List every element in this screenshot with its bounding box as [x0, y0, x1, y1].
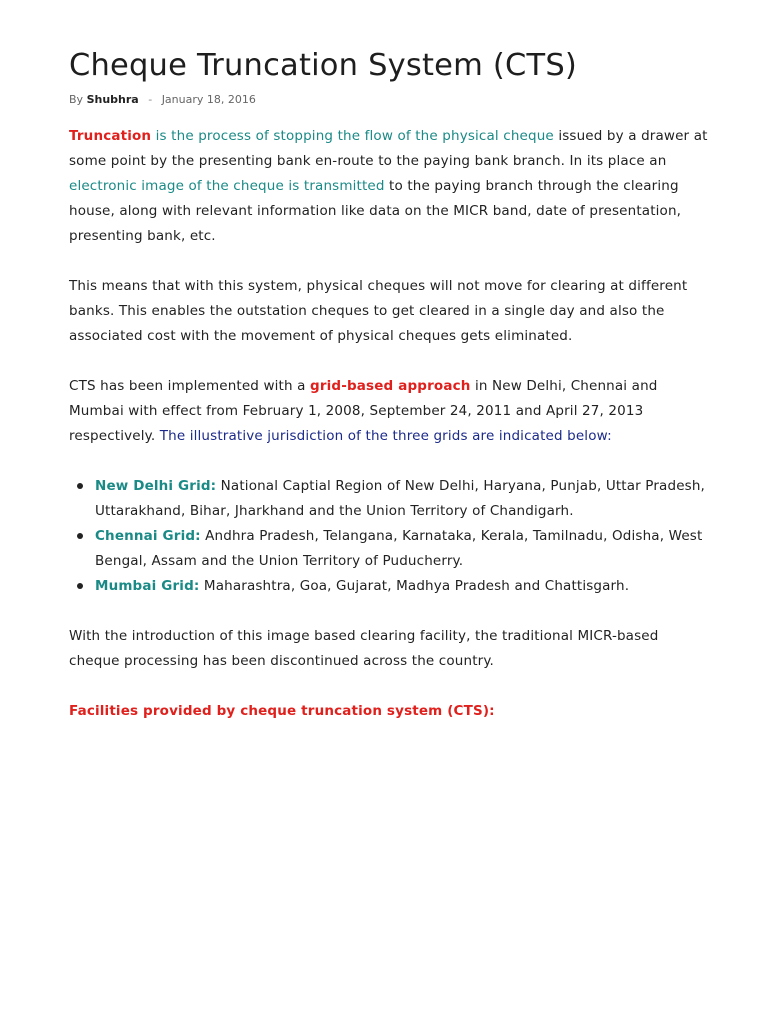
bullet-icon: [77, 533, 83, 539]
paragraph-gap: [69, 249, 709, 274]
article-body: [69, 124, 709, 724]
grid-name: Mumbai Grid:: [95, 578, 200, 594]
article-meta: [69, 92, 256, 108]
electronic-image-highlight: electronic image of the cheque is transmitted: [69, 178, 385, 194]
grid-name: Chennai Grid:: [95, 528, 201, 544]
page-title: Cheque Truncation System (CTS): [69, 48, 577, 83]
bullet-icon: [77, 583, 83, 589]
text-span: CTS has been implemented with a: [69, 378, 311, 394]
bullet-icon: [77, 483, 83, 489]
paragraph-system-benefits: This means that with this system, physical cheques will not move for clearing at different banks. This enables the outstation cheques to get cleared in a single day and also the associated cost with the movement of physical cheques gets eliminated.: [69, 278, 688, 344]
grid-regions: National Captial Region of New Delhi, Haryana, Punjab, Uttar Pradesh, Uttarakhand, Bihar, Jharkhand and the Union Territory of Chandigarh.: [95, 478, 705, 519]
by-label: By: [69, 93, 84, 106]
paragraph-truncation: [69, 124, 709, 249]
text-span: in New Delhi, Chennai and Mumbai with effect from February 1, 2008, September 24, 2011 and April 27, 2013 respectively.: [69, 378, 658, 444]
text-span: issued by a drawer at some point by the presenting bank en-route to the paying bank branch. In its place an: [69, 128, 708, 169]
facilities-heading: Facilities provided by cheque truncation system (CTS):: [69, 703, 495, 719]
list-item: [69, 574, 709, 599]
publish-date: January 18, 2016: [161, 93, 256, 106]
author-link[interactable]: Shubhra: [86, 93, 139, 106]
truncation-definition-highlight: is the process of stopping the flow of the physical cheque: [155, 128, 554, 144]
text-span: to the paying branch through the clearing house, along with relevant information like data on the MICR band, date of presentation, presenting bank, etc.: [69, 178, 682, 244]
list-item: [69, 524, 709, 574]
paragraph-gap: [69, 599, 709, 624]
grid-name: New Delhi Grid:: [95, 478, 217, 494]
paragraph-micr-discontinued: With the introduction of this image based clearing facility, the traditional MICR-based cheque processing has been discontinued across the country.: [69, 628, 659, 669]
grid-regions: Andhra Pradesh, Telangana, Karnataka, Kerala, Tamilnadu, Odisha, West Bengal, Assam and the Union Territory of Puducherry.: [95, 528, 703, 569]
paragraph-gap: [69, 349, 709, 374]
grid-approach-highlight: grid-based approach: [310, 378, 471, 394]
meta-separator: -: [148, 93, 153, 106]
paragraph-gap: [69, 449, 709, 474]
truncation-term: Truncation: [69, 128, 152, 144]
grid-list: [69, 474, 709, 599]
paragraph-gap: [69, 674, 709, 699]
grid-regions: Maharashtra, Goa, Gujarat, Madhya Pradesh and Chattisgarh.: [199, 578, 630, 594]
jurisdiction-highlight: The illustrative jurisdiction of the three grids are indicated below:: [159, 428, 612, 444]
list-item: [69, 474, 709, 524]
paragraph-implementation: [69, 374, 709, 449]
